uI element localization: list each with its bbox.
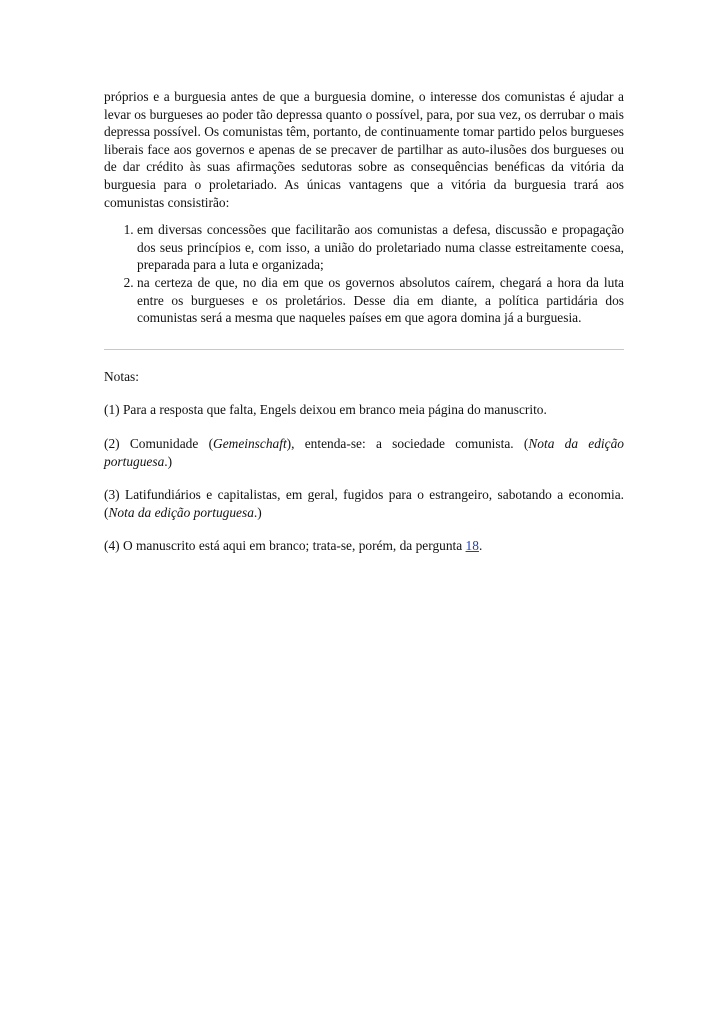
note-3-text: .) <box>253 504 262 520</box>
note-4-text: (4) O manuscrito está aqui em branco; trata-se, porém, da pergunta <box>104 538 466 554</box>
note-2-text: ), entenda-se: a sociedade comunista. ( <box>286 435 529 451</box>
note-3-text: (3) Latifundiários e capitalistas, em geral, fugidos para o estrangeiro, sabotando a economia. ( <box>104 487 624 520</box>
note-4 <box>104 537 624 555</box>
advantages-list <box>104 221 624 327</box>
intro-paragraph: próprios e a burguesia antes de que a burguesia domine, o interesse dos comunistas é ajudar a levar os burgueses ao poder tão depressa quanto o possível, para, por sua vez, os derrubar o mais depressa possível. Os comunistas têm, portanto, de continuamente tomar partido pelos burgueses liberais face aos governos e apenas de se precaver de partilhar as auto-ilusões dos burgueses ou de dar crédito às suas afirmações sedutoras sobre as consequências benéficas da vitória da burguesia para o proletariado. As únicas vantagens que a vitória da burguesia trará aos comunistas consistirão: <box>104 89 624 210</box>
document-page <box>104 88 624 571</box>
list-item: 2. na certeza de que, no dia em que os governos absolutos caírem, chegará a hora da luta entre os burgueses e os proletários. Desse dia em diante, a política partidária dos comunistas será a mesma que naqueles países em que agora domina já a burguesia. <box>137 274 624 327</box>
note-3 <box>104 486 624 521</box>
list-item: 1. em diversas concessões que facilitarão aos comunistas a defesa, discussão e propagação dos seus princípios e, com isso, a união do proletariado numa classe estreitamente coesa, preparada para a luta e organizada; <box>137 221 624 274</box>
note-2-term: Gemeinschaft <box>213 435 287 451</box>
note-2 <box>104 435 624 470</box>
note-1: (1) Para a resposta que falta, Engels deixou em branco meia página do manuscrito. <box>104 402 547 418</box>
section-divider <box>104 349 624 350</box>
note-2-edition-note: Nota da edição portuguesa <box>104 435 624 469</box>
note-2-text: .) <box>164 453 173 469</box>
question-18-link[interactable]: 18 <box>465 538 479 554</box>
note-2-text: (2) Comunidade ( <box>104 435 214 451</box>
note-4-text: . <box>478 538 483 554</box>
notes-heading: Notas: <box>104 368 139 384</box>
note-3-edition-note: Nota da edição portuguesa <box>108 504 254 520</box>
